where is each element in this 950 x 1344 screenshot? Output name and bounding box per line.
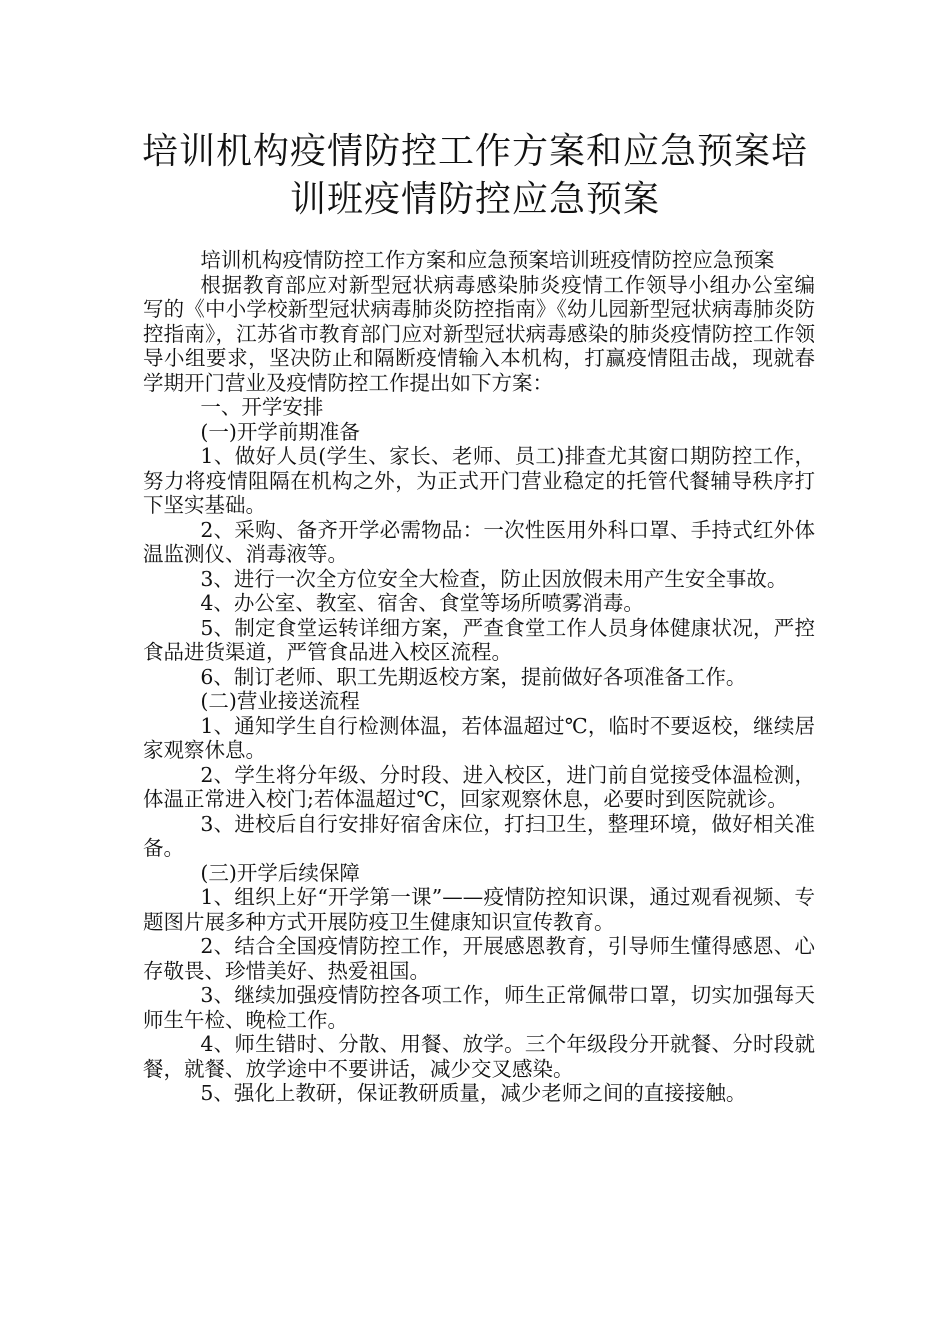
list-item-followup-1: 1、组织上好“开学第一课”——疫情防控知识课，通过观看视频、专题图片展多种方式开展防疫卫生健康知识宣传教育。 <box>143 885 815 934</box>
list-item-preparation-3: 3、进行一次全方位安全大检查，防止因放假未用产生安全事故。 <box>200 566 788 591</box>
list-item-followup-3: 3、继续加强疫情防控各项工作，师生正常佩带口罩，切实加强每天师生午检、晚检工作。 <box>143 983 815 1032</box>
list-item-pickup-1: 1、通知学生自行检测体温，若体温超过℃，临时不要返校，继续居家观察休息。 <box>143 713 815 762</box>
subsection-heading-preparation: (一)开学前期准备 <box>200 419 360 444</box>
list-item-pickup-2: 2、学生将分年级、分时段、进入校区，进门前自觉接受体温检测，体温正常进入校门;若体温超过℃，回家观察休息，必要时到医院就诊。 <box>143 762 815 811</box>
paragraph-background: 根据教育部应对新型冠状病毒感染肺炎疫情工作领导小组办公室编写的《中小学校新型冠状病毒肺炎防控指南》《幼儿园新型冠状病毒肺炎防控指南》，江苏省市教育部门应对新型冠状病毒感染的肺炎疫情防控工作领导小组要求，坚决防止和隔断疫情输入本机构，打赢疫情阻击战，现就春学期开门营业及疫情防控工作提出如下方案： <box>143 272 815 395</box>
list-item-preparation-6: 6、制订老师、职工先期返校方案，提前做好各项准备工作。 <box>200 664 747 689</box>
document-body <box>143 248 815 1106</box>
section-heading-opening: 一、开学安排 <box>200 395 324 419</box>
subsection-heading-pickup: (二)营业接送流程 <box>200 689 360 713</box>
list-item-followup-5: 5、强化上教研，保证教研质量，减少老师之间的直接接触。 <box>200 1081 747 1105</box>
list-item-preparation-4: 4、办公室、教室、宿舍、食堂等场所喷雾消毒。 <box>200 591 644 615</box>
list-item-followup-4: 4、师生错时、分散、用餐、放学。三个年级段分开就餐、分时段就餐，就餐、放学途中不要讲话，减少交叉感染。 <box>143 1032 815 1081</box>
list-item-preparation-5: 5、制定食堂运转详细方案，严查食堂工作人员身体健康状况，严控食品进货渠道，严管食品进入校区流程。 <box>143 615 815 664</box>
document-title: 培训机构疫情防控工作方案和应急预案培训班疫情防控应急预案 <box>141 131 808 220</box>
list-item-preparation-1: 1、做好人员(学生、家长、老师、员工)排查尤其窗口期防控工作，努力将疫情阻隔在机构之外，为正式开门营业稳定的托管代餐辅导秩序打下坚实基础。 <box>143 444 815 517</box>
list-item-preparation-2: 2、采购、备齐开学必需物品：一次性医用外科口罩、手持式红外体温监测仪、消毒液等。 <box>143 517 815 566</box>
paragraph-intro: 培训机构疫情防控工作方案和应急预案培训班疫情防控应急预案 <box>200 248 775 272</box>
list-item-followup-2: 2、结合全国疫情防控工作，开展感恩教育，引导师生懂得感恩、心存敬畏、珍惜美好、热爱祖国。 <box>143 934 815 983</box>
list-item-pickup-3: 3、进校后自行安排好宿舍床位，打扫卫生，整理环境，做好相关准备。 <box>143 811 815 860</box>
subsection-heading-followup: (三)开学后续保障 <box>200 860 360 885</box>
